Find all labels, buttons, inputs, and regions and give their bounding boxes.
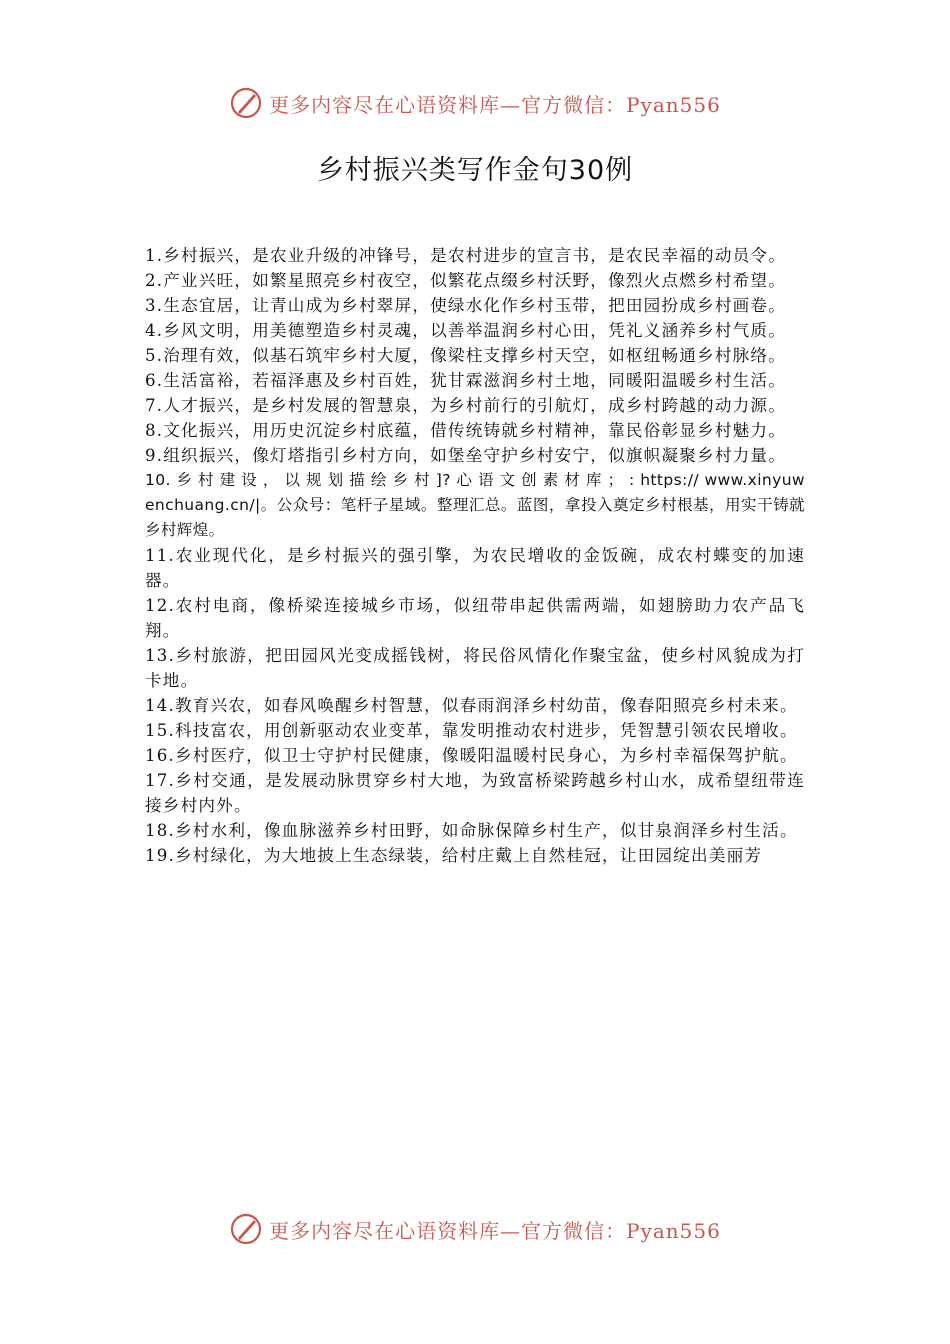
list-item: 11.农业现代化，是乡村振兴的强引擎，为农民增收的金饭碗，成农村蝶变的加速器。 [145, 546, 805, 590]
list-item: 2.产业兴旺，如繁星照亮乡村夜空，似繁花点缀乡村沃野，像烈火点燃乡村希望。 [145, 271, 787, 290]
list-item: 6.生活富裕，若福泽惠及乡村百姓，犹甘霖滋润乡村土地，同暖阳温暖乡村生活。 [145, 371, 787, 390]
list-item: 8.文化振兴，用历史沉淀乡村底蕴，借传统铸就乡村精神，靠民俗彰显乡村魅力。 [145, 421, 787, 440]
list-item: 19.乡村绿化，为大地披上生态绿装，给村庄戴上自然桂冠，让田园绽出美丽芳 [145, 846, 763, 865]
document-body [145, 243, 805, 1193]
list-item: 15.科技富农，用创新驱动农业变革，靠发明推动农村进步，凭智慧引领农民增收。 [145, 721, 798, 740]
list-item: 18.乡村水利，像血脉滋养乡村田野，如命脉保障乡村生产，似甘泉润泽乡村生活。 [145, 821, 798, 840]
list-item: 14.教育兴农，如春风唤醒乡村智慧，似春雨润泽乡村幼苗，像春阳照亮乡村未来。 [145, 696, 798, 715]
list-item: 9.组织振兴，像灯塔指引乡村方向，如堡垒守护乡村安宁，似旗帜凝聚乡村力量。 [145, 446, 787, 465]
page-title: 乡村振兴类写作金句30例 [316, 155, 634, 186]
list-item: 17.乡村交通，是发展动脉贯穿乡村大地，为致富桥梁跨越乡村山水，成希望纽带连接乡村内外。 [145, 771, 805, 815]
list-item: 5.治理有效，似基石筑牢乡村大厦，像梁柱支撑乡村天空，如枢纽畅通乡村脉络。 [145, 346, 787, 365]
list-item: 13.乡村旅游，把田园风光变成摇钱树，将民俗风情化作聚宝盆，使乡村风貌成为打卡地。 [145, 646, 805, 690]
list-item-watermark: 10. 乡 村 建 设 ， 以 规 划 描 绘 乡 村 ]? 心 语 文 创 素 材 库 ； : https:// www.xinyuwenchuang.cn/|。公众号：笔杆子星域。整理汇总。蓝图，拿投入奠定乡村根基，用实干铸就乡村辉煌。 [145, 471, 805, 539]
list-item: 12.农村电商，像桥梁连接城乡市场，似纽带串起供需两端，如翅膀助力农产品飞翔。 [145, 596, 805, 640]
header-banner [0, 83, 950, 123]
list-item: 7.人才振兴，是乡村发展的智慧泉，为乡村前行的引航灯，成乡村跨越的动力源。 [145, 396, 787, 415]
list-item: 1.乡村振兴，是农业升级的冲锋号，是农村进步的宣言书，是农民幸福的动员令。 [145, 246, 787, 265]
quill-logo-icon [229, 1212, 263, 1246]
list-item: 3.生态宜居，让青山成为乡村翠屏，使绿水化作乡村玉带，把田园扮成乡村画卷。 [145, 296, 787, 315]
quill-logo-icon [229, 86, 263, 120]
banner-text: 更多内容尽在心语资料库—官方微信：Pyan556 [269, 92, 721, 117]
footer-banner [0, 1209, 950, 1249]
banner-text: 更多内容尽在心语资料库—官方微信：Pyan556 [269, 1218, 721, 1243]
list-item: 4.乡风文明，用美德塑造乡村灵魂，以善举温润乡村心田，凭礼义涵养乡村气质。 [145, 321, 787, 340]
list-item: 16.乡村医疗，似卫士守护村民健康，像暖阳温暖村民身心，为乡村幸福保驾护航。 [145, 746, 798, 765]
